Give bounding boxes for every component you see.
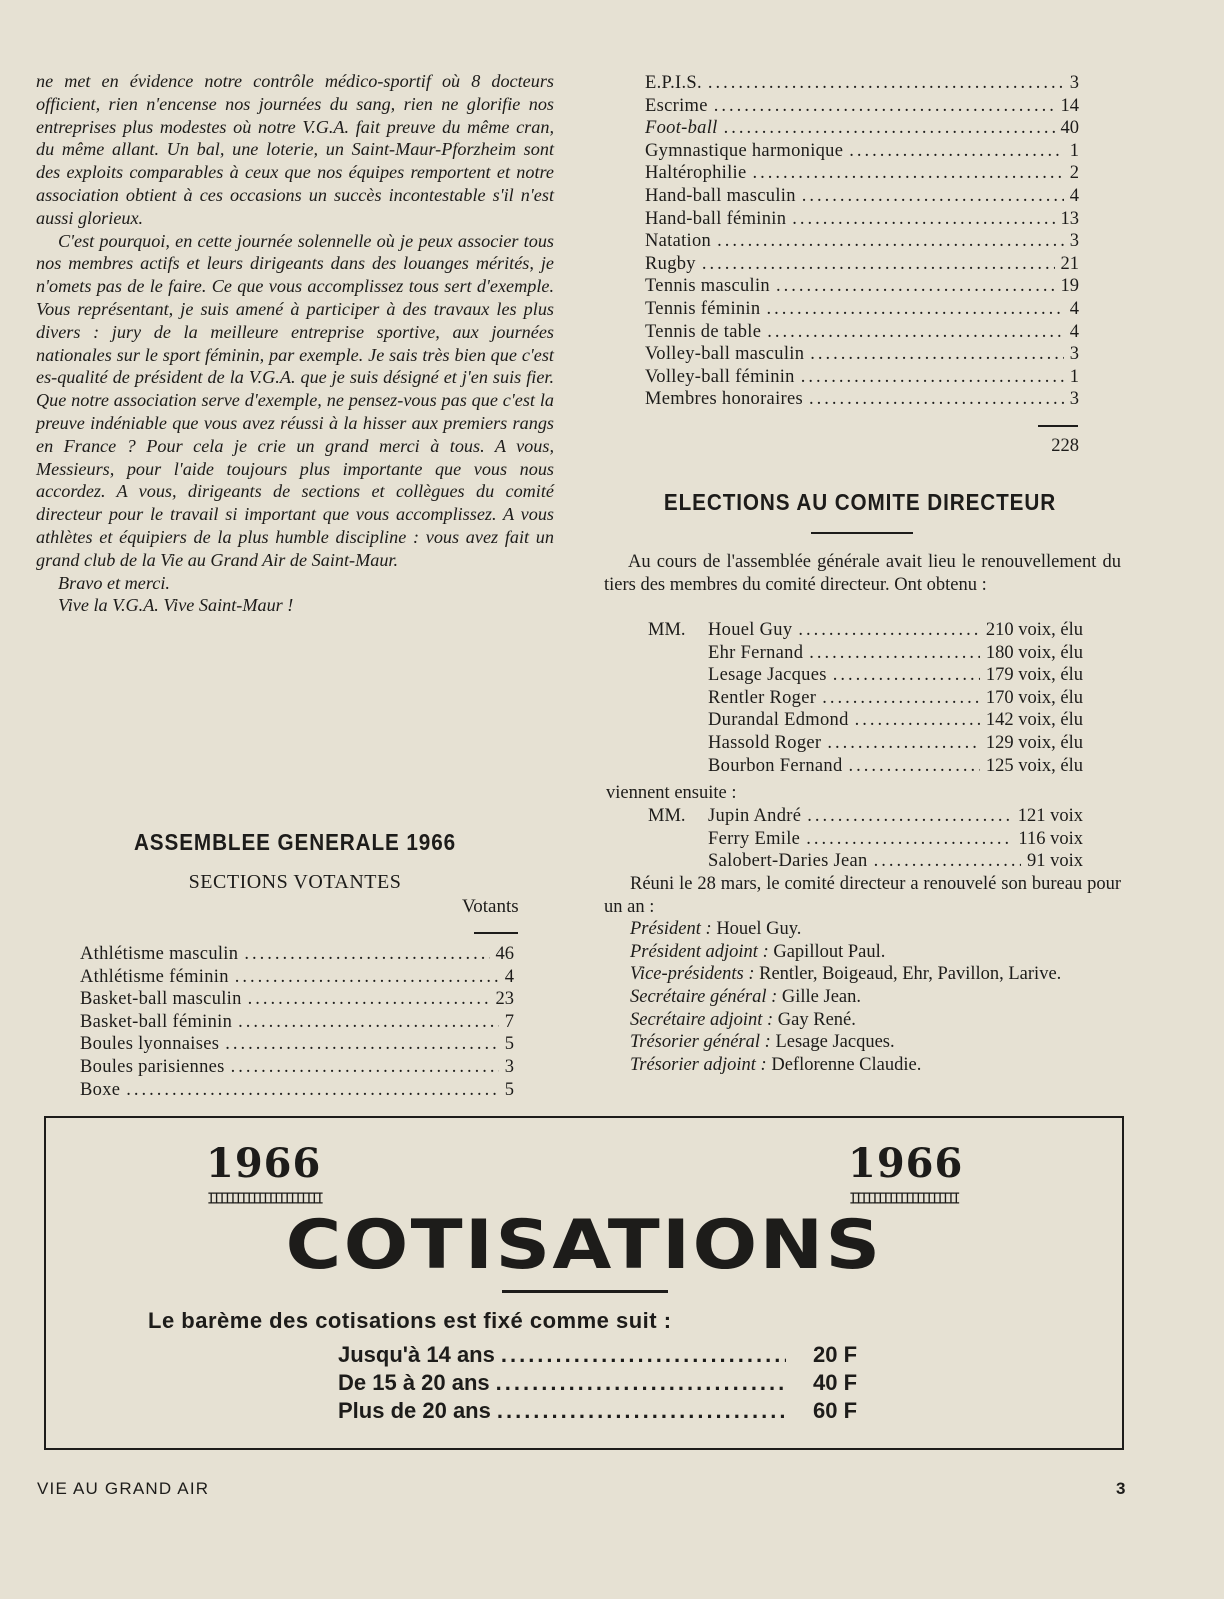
- left-article-text: [36, 70, 554, 617]
- sections-list-left: [80, 943, 514, 1101]
- paragraph: ne met en évidence notre contrôle médico-sportif où 8 docteurs officient, rien n'encense nos journées du sang, rien ne glorifie nos entreprises plus modestes où notre V.G.A. fait preuve du même cran, du même allant. Un bal, une loterie, un Saint-Maur-Pforzheim sont des exploits comparables à ceux que nos équipes remportent et notre association obtient à ces occasions un succès incontestable s'il n'est aussi glorieux.: [36, 71, 554, 228]
- elections-title: ELECTIONS AU COMITE DIRECTEUR: [663, 489, 1057, 515]
- bureau-row: Secrétaire adjoint : Gay René.: [630, 1009, 856, 1030]
- section-row: Boules lyonnaises ..... 5: [80, 1033, 514, 1056]
- section-row: Tennis masculin ..... 19: [645, 275, 1079, 298]
- elections-title-rule: [811, 532, 913, 534]
- cotisations-rule: [502, 1290, 668, 1293]
- barcode-right-icon: IIIIIIIIIIIIIIIIIIII: [849, 1190, 958, 1208]
- total-rule: [1038, 425, 1078, 427]
- bureau-row: Secrétaire général : Gille Jean.: [630, 986, 862, 1007]
- bureau-row: Vice-présidents : Rentler, Boigeaud, Ehr, Pavillon, Larive.: [630, 964, 1062, 985]
- section-row: Athlétisme féminin ..... 4: [80, 966, 514, 989]
- elected-row: Hassold Roger ..... 129 voix, élu: [648, 732, 1083, 755]
- elected-row: Ehr Fernand ..... 180 voix, élu: [648, 642, 1083, 665]
- bureau-row: Président : Houel Guy.: [630, 919, 802, 940]
- section-row: Tennis de table ..... 4: [645, 321, 1079, 344]
- section-row: E.P.I.S. ..... 3: [645, 72, 1079, 95]
- barcode-left-icon: IIIIIIIIIIIIIIIIIIIII: [207, 1190, 322, 1208]
- section-row: Membres honoraires ..... 3: [645, 388, 1079, 411]
- bareme-intro: Le barème des cotisations est fixé comme suit :: [148, 1308, 672, 1333]
- section-row: Volley-ball masculin ..... 3: [645, 343, 1079, 366]
- votes-total: 228: [1051, 436, 1079, 456]
- assembly-title: ASSEMBLEE GENERALE 1966: [133, 829, 457, 855]
- elected-row: Lesage Jacques ..... 179 voix, élu: [648, 664, 1083, 687]
- other-row: Ferry Emile ..... 116 voix: [648, 828, 1083, 851]
- section-row: Foot-ball ..... 40: [645, 117, 1079, 140]
- then-label: viennent ensuite :: [606, 783, 737, 803]
- elected-row: Durandal Edmond ..... 142 voix, élu: [648, 709, 1083, 732]
- elected-row: Bourbon Fernand ..... 125 voix, élu: [648, 755, 1083, 778]
- section-row: Hand-ball masculin ..... 4: [645, 185, 1079, 208]
- sections-list-right: [645, 72, 1079, 411]
- bureau-row: Trésorier général : Lesage Jacques.: [630, 1032, 895, 1053]
- cotisations-box: [44, 1116, 1124, 1450]
- other-row: MM. Jupin André ..... 121 voix: [648, 805, 1083, 828]
- bureau-block: Réuni le 28 mars, le comité directeur a renouvelé son bureau pour un an : Président : Houel Guy. Président adjoint : Gapillout Paul. Vice-présidents : Rentler, Boigeaud, Ehr, Pavillon, Larive. Secrétaire général : Gille Jean. Secrétaire adjoint : Gay René. Trésorier général : Lesage Jacques. Trésorier adjoint : Deflorenne Claudie.: [604, 874, 1121, 1075]
- elections-intro: Au cours de l'assemblée générale avait lieu le renouvellement du tiers des membres du comité directeur. Ont obtenu :: [604, 552, 1121, 595]
- elected-row: Rentler Roger ..... 170 voix, élu: [648, 687, 1083, 710]
- section-row: Basket-ball féminin ..... 7: [80, 1011, 514, 1034]
- section-row: Hand-ball féminin ..... 13: [645, 208, 1079, 231]
- year-left: 1966: [206, 1140, 322, 1187]
- section-row: Athlétisme masculin ..... 46: [80, 943, 514, 966]
- year-right: 1966: [848, 1140, 964, 1187]
- elected-list: [648, 619, 1083, 777]
- cotisations-title: COTISATIONS: [285, 1206, 883, 1285]
- bureau-row: Président adjoint : Gapillout Paul.: [630, 941, 886, 962]
- section-row: Rugby ..... 21: [645, 253, 1079, 276]
- footer-publication: VIE AU GRAND AIR: [37, 1479, 210, 1498]
- paragraph: Bravo et merci.: [58, 572, 170, 593]
- section-row: Basket-ball masculin ..... 23: [80, 988, 514, 1011]
- votes-header: Votants: [462, 896, 519, 917]
- page-number: 3: [1116, 1479, 1127, 1498]
- others-list: [648, 805, 1083, 873]
- section-row: Escrime ..... 14: [645, 95, 1079, 118]
- elected-row: MM. Houel Guy ..... 210 voix, élu: [648, 619, 1083, 642]
- bureau-row: Trésorier adjoint : Deflorenne Claudie.: [630, 1054, 922, 1075]
- paragraph: Vive la V.G.A. Vive Saint-Maur !: [58, 595, 294, 616]
- votes-header-rule: [474, 932, 518, 934]
- section-row: Gymnastique harmonique ..... 1: [645, 140, 1079, 163]
- fee-row: Plus de 20 ans ..... 60 F: [338, 1398, 878, 1424]
- fee-row: Jusqu'à 14 ans ..... 20 F: [338, 1342, 878, 1368]
- section-row: Haltérophilie ..... 2: [645, 162, 1079, 185]
- section-row: Boxe ..... 5: [80, 1079, 514, 1102]
- assembly-subtitle: SECTIONS VOTANTES: [188, 871, 402, 893]
- paragraph: C'est pourquoi, en cette journée solennelle où je peux associer tous nos membres actifs et leurs dirigeants dans des louanges mérités, je n'omets pas de le faire. Ce que vous accomplissez tous sert d'exemple. Vous représentant, je suis amené à participer à des travaux les plus divers : jury de la meilleure entreprise sportive, aux journées nationales sur le sport féminin, par exemple. Je sais très bien que c'est es-qualité de président de la V.G.A. que je suis désigné et j'en suis fier. Que notre association serve d'exemple, ne pensez-vous pas que c'est la preuve indéniable que vous avez réussi à la hisser aux premiers rangs en France ? Pour cela je crie un grand merci à tous. A vous, Messieurs, pour l'aide toujours plus importante que vous nous accordez. A vous, dirigeants de sections et collègues du comité directeur pour le travail si important que vous accomplissez. A vous athlètes et équipiers de la plus humble discipline : vous avez fait un grand club de la Vie au Grand Air de Saint-Maur.: [36, 230, 554, 570]
- other-row: Salobert-Daries Jean ..... 91 voix: [648, 850, 1083, 873]
- fee-row: De 15 à 20 ans ..... 40 F: [338, 1370, 878, 1396]
- section-row: Tennis féminin ..... 4: [645, 298, 1079, 321]
- section-row: Boules parisiennes ..... 3: [80, 1056, 514, 1079]
- section-row: Volley-ball féminin ..... 1: [645, 366, 1079, 389]
- section-row: Natation ..... 3: [645, 230, 1079, 253]
